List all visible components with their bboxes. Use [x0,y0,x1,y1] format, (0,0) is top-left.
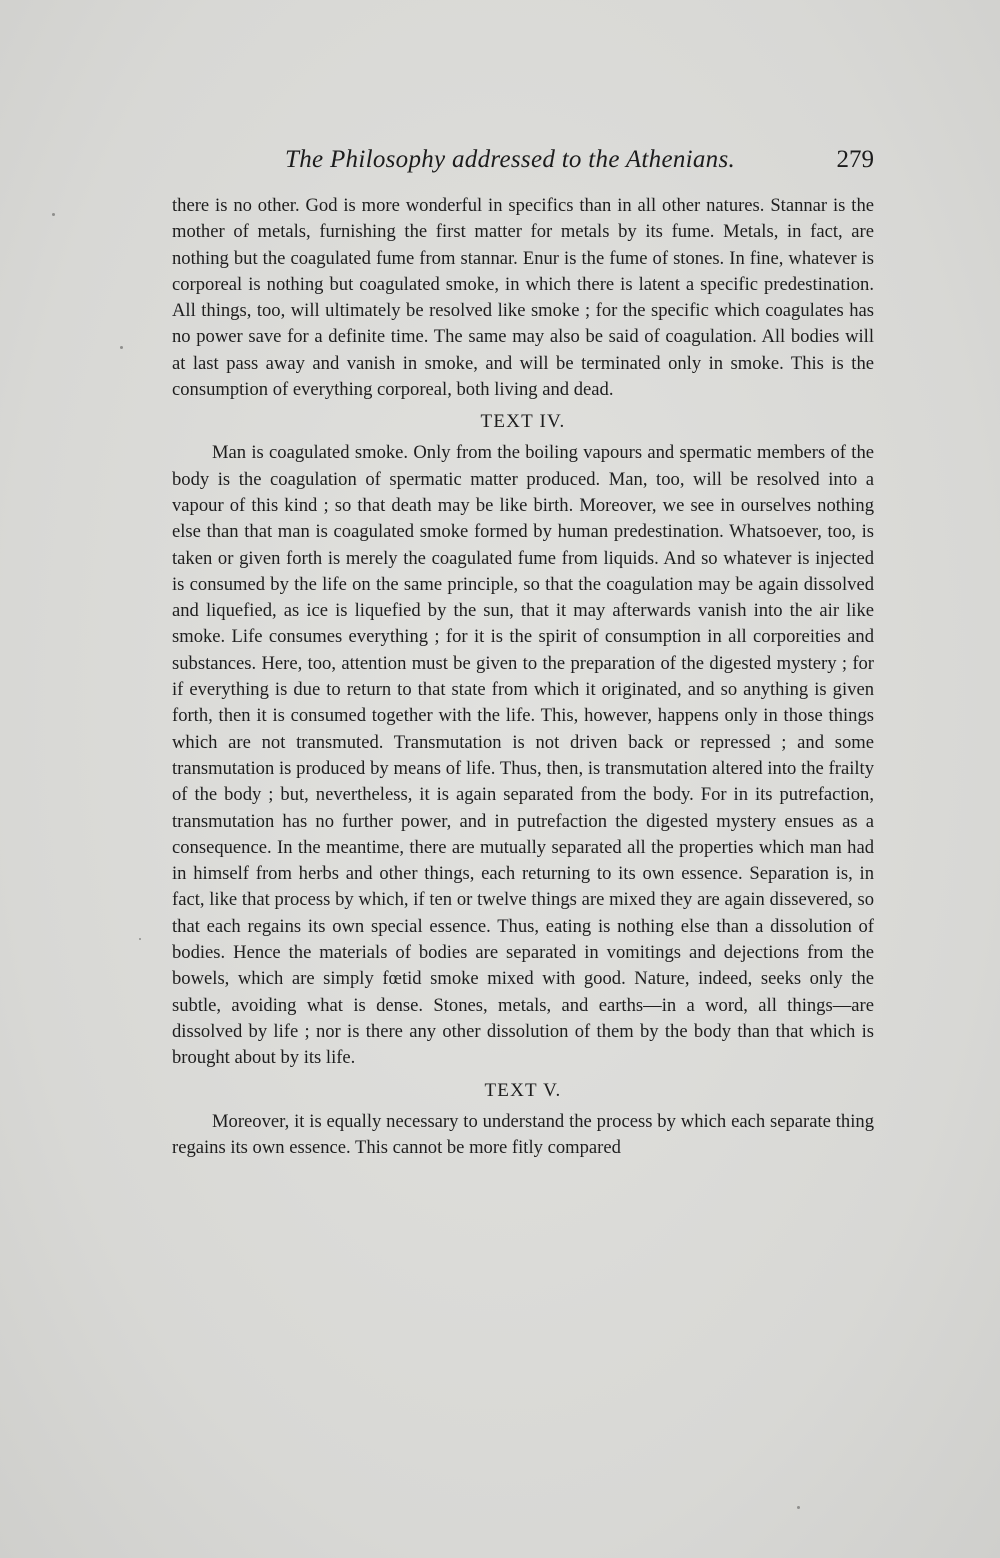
paragraph-text-v: Moreover, it is equally necessary to understand the process by which each separate thing regains its own essence. This cannot be more fitly compared [172,1110,874,1158]
paper-speck [139,938,141,940]
paragraph-text-iv: Man is coagulated smoke. Only from the boiling vapours and spermatic members of the body is the coagulation of spermatic matter produced. Man, too, will be resolved into a vapour of this kind ; so that death may be like birth. Moreover, we see in ourselves nothing else than that man is coagulated smoke formed by human predestination. Whatsoever, too, is taken or given forth is merely the coagulated fume from liquids. And so whatever is injected is consumed by the life on the same principle, so that the coagulation may be again dissolved and liquefied, as ice is liquefied by the sun, that it may afterwards vanish into the air like smoke. Life consumes everything ; for it is the spirit of consumption in all corporeities and substances. Here, too, attention must be given to the preparation of the digested mystery ; for if everything is due to return to that state from which it originated, and so anything is given forth, then it is consumed together with the life. This, however, happens only in those things which are not transmuted. Transmutation is not driven back or repressed ; and some transmutation is produced by means of life. Thus, then, is transmutation altered into the frailty of the body ; but, nevertheless, it is again separated from the body. For in its putrefaction, transmutation has no further power, and in putrefaction the digested mystery ensues as a consequence. In the meantime, there are mutually separated all the properties which man had in himself from herbs and other things, each returning to its own essence. Separation is, in fact, like that process by which, if ten or twelve things are mixed they are again dissevered, so that each regains its own special essence. Thus, eating is nothing else than a dissolution of bodies. Hence the materials of bodies are separated in vomitings and dejections from the bowels, which are simply fœtid smoke mixed with good. Nature, indeed, seeks only the subtle, avoiding what is dense. Stones, metals, and earths—in a word, all things—are dissolved by life ; nor is there any other dissolution of them by the body than that which is brought about by its life. [172,442,874,1069]
running-head [172,146,874,186]
paper-speck [52,213,55,216]
running-title: The Philosophy addressed to the Athenians. [285,146,736,173]
page-number: 279 [836,146,874,173]
paragraph-continued: there is no other. God is more wonderful in specifics than in all other natures. Stannar is the mother of metals, furnishing the first matter for metals by its fume. Metals, in fact, are nothing but the coagulated fume from stannar. Enur is the fume of stones. In fine, whatever is corporeal is nothing but coagulated smoke, in which there is latent a specific predestination. All things, too, will ultimately be resolved like smoke ; for the specific which coagulates has no power save for a definite time. The same may also be said of coagulation. All bodies will at last pass away and vanish in smoke, and will be terminated only in smoke. This is the consumption of everything corporeal, both living and dead. [172,195,874,401]
paper-speck [797,1506,800,1509]
section-heading-text-iv: TEXT IV. [480,411,566,433]
paper-speck [120,346,123,349]
body-text [172,193,874,1161]
section-heading-text-v: TEXT V. [484,1079,562,1101]
